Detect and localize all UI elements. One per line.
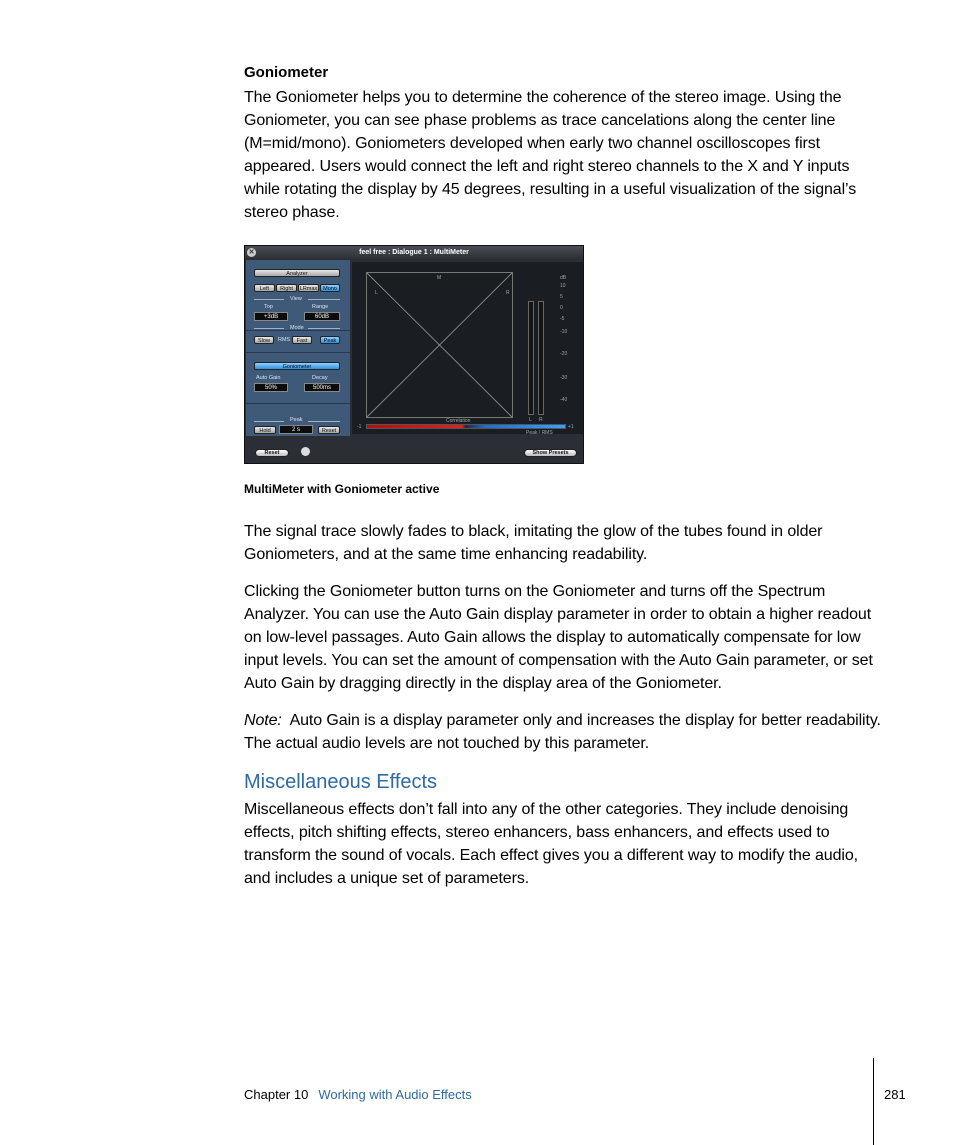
meter-tick: -40	[560, 397, 568, 403]
view-label: View	[290, 296, 302, 302]
hold-value[interactable]: 2 s	[279, 425, 313, 434]
top-label: Top	[264, 304, 273, 310]
meter-tick: dB	[560, 275, 567, 281]
level-meter-right	[538, 301, 544, 415]
meter-tick: 5	[560, 294, 563, 300]
meter-tick: -20	[560, 351, 568, 357]
multimeter-window	[244, 245, 584, 464]
correlation-label: Correlation	[446, 418, 471, 424]
window-footer	[245, 436, 583, 463]
top-value[interactable]: +3dB	[254, 312, 288, 321]
meter-l-label: L	[529, 417, 532, 423]
autogain-label: Auto Gain	[256, 375, 281, 381]
channel-lrmax-button[interactable]: LRmax	[299, 286, 318, 292]
correlation-min: -1	[357, 424, 362, 430]
channel-right-button[interactable]: Right	[276, 284, 297, 292]
paragraph-goniometer-button: Clicking the Goniometer button turns on the Goniometer and turns off the Spectrum Analyzer. You can use the Auto Gain display parameter in order to obtain a higher readout on low-level passages. Auto Gain allows the display to automatically compensate for low input levels. You can set the amount of compensation with the Auto Gain parameter, or set Auto Gain by dragging directly in the display area of the Goniometer.	[244, 583, 873, 692]
note-label: Note:	[244, 712, 282, 729]
control-sidebar	[246, 260, 350, 436]
divider	[254, 299, 284, 300]
meter-tick: -5	[560, 316, 565, 322]
show-presets-button[interactable]: Show Presets	[524, 449, 577, 457]
analyzer-section	[246, 260, 350, 331]
chapter-title[interactable]: Working with Audio Effects	[318, 1087, 472, 1102]
autogain-value[interactable]: 50%	[254, 383, 288, 392]
meter-tick: -10	[560, 329, 568, 335]
note-paragraph	[244, 709, 884, 755]
hold-button[interactable]: Hold	[254, 426, 276, 434]
meter-display[interactable]	[352, 262, 583, 434]
correlation-meter	[366, 424, 566, 429]
misc-paragraph: Miscellaneous effects don’t fall into any of the other categories. They include denoising effects, pitch shifting effects, stereo enhancers, bass enhancers, and effects used to transform the sound of vocals. Each effect gives you a different way to modify the audio, and includes a unique set of parameters.	[244, 801, 858, 887]
reset-button[interactable]: Reset	[255, 449, 289, 457]
divider	[254, 328, 284, 329]
footer-divider	[873, 1058, 874, 1145]
peak-reset-button[interactable]: Reset	[318, 426, 340, 434]
mode-slow-button[interactable]: Slow	[254, 336, 274, 344]
peak-label: Peak	[290, 417, 303, 423]
mode-rms-label: RMS	[278, 337, 291, 343]
divider	[308, 421, 340, 422]
section-heading: Miscellaneous Effects	[244, 771, 438, 793]
link-icon[interactable]	[301, 447, 310, 456]
correlation-max: +1	[568, 424, 574, 430]
goniometer-heading: Goniometer	[244, 64, 329, 81]
chapter-number: Chapter 10	[244, 1087, 309, 1102]
range-label: Range	[312, 304, 329, 310]
channel-mono-button[interactable]: Mono	[320, 284, 340, 292]
decay-value[interactable]: 500ms	[304, 383, 340, 392]
figure-caption: MultiMeter with Goniometer active	[244, 482, 440, 496]
analyzer-button[interactable]: Analyzer	[254, 269, 340, 277]
goniometer-paragraph: The Goniometer helps you to determine the coherence of the stereo image. Using the Goniometer, you can see phase problems as trace cancelations along the center line (M=mid/mono). Goniometers developed when early two channel oscilloscopes first appeared. Users would connect the left and right stereo channels to the X and Y inputs while rotating the display by 45 degrees, resulting in a useful visualization of the signal’s stereo phase.	[244, 89, 857, 221]
divider	[308, 328, 340, 329]
level-meter-left	[528, 301, 534, 415]
note-text: Auto Gain is a display parameter only and increases the display for better readability. The actual audio levels are not touched by this parameter.	[244, 712, 881, 752]
section-divider	[246, 352, 350, 353]
section-divider	[246, 403, 350, 404]
meter-tick: -30	[560, 375, 568, 381]
meter-r-label: R	[539, 417, 543, 423]
goniometer-diagonals	[367, 273, 512, 417]
close-icon[interactable]: ✕	[248, 249, 255, 256]
footer-chapter	[244, 1087, 472, 1102]
gonio-l-label: L	[375, 290, 378, 296]
window-titlebar	[245, 246, 583, 260]
mode-fast-button[interactable]: Fast	[292, 336, 312, 344]
gonio-r-label: R	[506, 290, 510, 296]
divider	[254, 421, 284, 422]
mode-peak-button[interactable]: Peak	[320, 336, 340, 344]
decay-label: Decay	[312, 375, 328, 381]
gonio-m-label: M	[437, 275, 442, 281]
meter-tick: 10	[560, 283, 566, 289]
goniometer-display[interactable]	[366, 272, 513, 418]
window-title: feel free : Dialogue 1 : MultiMeter	[359, 249, 469, 256]
mode-label: Mode	[290, 325, 304, 331]
divider	[308, 299, 340, 300]
meter-tick: 0	[560, 305, 563, 311]
meter-caption-2: Peak / RMS	[526, 430, 553, 436]
goniometer-button[interactable]: Goniometer	[254, 362, 340, 370]
paragraph-fade: The signal trace slowly fades to black, imitating the glow of the tubes found in older Goniometers, and at the same time enhancing readability.	[244, 523, 823, 563]
page-number: 281	[884, 1087, 906, 1102]
channel-left-button[interactable]: Left	[254, 284, 275, 292]
range-value[interactable]: 60dB	[304, 312, 340, 321]
